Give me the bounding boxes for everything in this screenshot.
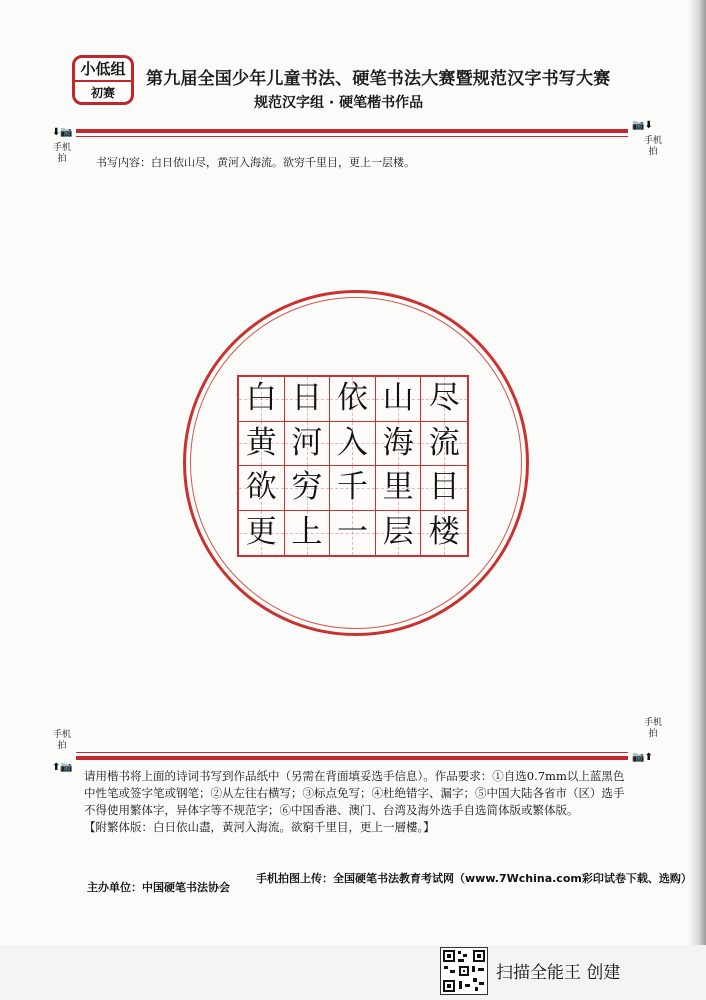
grid-cell — [330, 466, 376, 511]
grid-cell — [285, 422, 331, 467]
grid-character: 楼 — [428, 514, 460, 551]
badge-round-label: 初赛 — [90, 86, 115, 100]
camera-icon: 📷⬇ — [632, 120, 653, 131]
badge-group-label: 小低组 — [75, 58, 131, 82]
grid-cell — [421, 422, 467, 467]
grid-character: 入 — [336, 424, 368, 461]
grid-cell — [421, 377, 467, 422]
page-subtitle: 规范汉字组 · 硬笔楷书作品 — [254, 95, 424, 111]
calligraphy-grid — [237, 375, 469, 557]
requirements-line: 中性笔或签字笔或钢笔；②从左往右横写；③标点免写；④杜绝错字、漏字；⑤中国大陆各省市（区）选手 — [84, 786, 625, 800]
grid-cell — [285, 466, 331, 511]
upload-info: 手机拍图上传：全国硬笔书法教育考试网（www.7Wchina.com彩印试卷下载、选购） — [256, 872, 692, 885]
grid-cell — [376, 422, 422, 467]
grid-cell — [330, 377, 376, 422]
grid-character: 河 — [291, 424, 323, 461]
grid-character: 目 — [428, 469, 460, 506]
bottom-divider — [76, 752, 628, 760]
grid-character: 白 — [245, 380, 277, 417]
grid-character: 里 — [382, 469, 414, 506]
grid-cell — [239, 466, 285, 511]
grid-character: 更 — [245, 514, 277, 551]
scanner-watermark: 扫描全能王 创建 — [496, 963, 621, 983]
grid-character: 流 — [428, 424, 460, 461]
grid-cell — [285, 511, 331, 556]
traditional-version-line: 【附繁体版：白日依山盡，黃河入海流。欲窮千里目，更上一層樓。】 — [84, 820, 435, 834]
grid-cell — [376, 466, 422, 511]
top-divider — [76, 129, 628, 137]
qr-code-icon — [440, 947, 488, 995]
grid-character: 海 — [382, 424, 414, 461]
requirements-line: 请用楷书将上面的诗词书写到作品纸中（另需在背面填妥选手信息）。作品要求：①自选0.7mm以上蓝黑色 — [84, 769, 625, 783]
grid-cell — [376, 377, 422, 422]
grid-cell — [239, 511, 285, 556]
grid-cell — [330, 511, 376, 556]
grid-character: 千 — [336, 469, 368, 506]
phone-photo-note-top-left: 手机拍 — [53, 143, 72, 164]
grid-cell — [376, 511, 422, 556]
camera-icon: 📷⬆ — [632, 752, 653, 763]
grid-character: 一 — [336, 514, 368, 551]
grid-character: 欲 — [245, 469, 277, 506]
grid-character: 层 — [382, 514, 414, 551]
grid-character: 穷 — [291, 469, 323, 506]
camera-icon: ⬇📷 — [52, 127, 73, 138]
grid-character: 日 — [291, 380, 323, 417]
phone-photo-note-bottom-left: 手机拍 — [53, 730, 72, 751]
phone-photo-note-bottom-right: 手机拍 — [644, 718, 663, 739]
grid-character: 黄 — [245, 424, 277, 461]
grid-cell — [421, 511, 467, 556]
grid-character: 山 — [382, 380, 414, 417]
grid-character: 上 — [291, 514, 323, 551]
grid-cell — [239, 422, 285, 467]
grid-character: 尽 — [428, 380, 460, 417]
organizer: 主办单位：中国硬笔书法协会 — [87, 881, 230, 894]
group-badge — [72, 55, 134, 105]
grid-cell — [421, 466, 467, 511]
page-edge-shadow — [688, 0, 706, 945]
requirements-text — [84, 768, 644, 836]
grid-cell — [239, 377, 285, 422]
requirements-line: 不得使用繁体字，异体字等不规范字；⑥中国香港、澳门、台湾及海外选手自选简体版或繁体版。 — [84, 803, 579, 817]
grid-character: 依 — [336, 380, 368, 417]
camera-icon: ⬆📷 — [52, 762, 73, 773]
page-title: 第九届全国少年儿童书法、硬笔书法大赛暨规范汉字书写大赛 — [146, 69, 611, 89]
phone-photo-note-top-right: 手机拍 — [644, 136, 663, 157]
writing-content: 书写内容：白日依山尽，黄河入海流。欲穷千里目，更上一层楼。 — [96, 156, 415, 169]
grid-cell — [285, 377, 331, 422]
grid-cell — [330, 422, 376, 467]
